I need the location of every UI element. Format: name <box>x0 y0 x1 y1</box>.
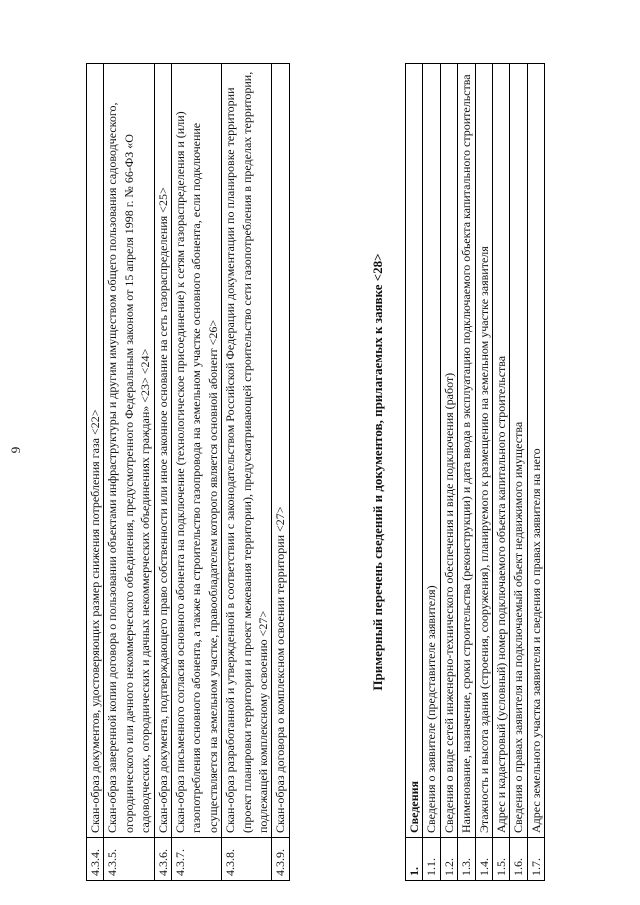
table-row <box>527 64 544 881</box>
table-row <box>510 64 527 881</box>
row-number: 4.3.9. <box>272 838 289 881</box>
table-row <box>87 64 104 881</box>
row-text: Наименование, назначение, сроки строительства (реконструкции) и дата ввода в эксплуатацию подключаемого объекта капитального строительства <box>458 64 475 838</box>
documents-table <box>86 63 290 881</box>
row-text: Этажность и высота здания (строения, сооружения), планируемого к размещению на земельном участке заявителя <box>475 64 492 838</box>
row-text: Скан-образ заверенной копии договора о пользовании объектами инфраструктуры и другим имуществом общего пользования садоводческого, огороднического или дачного некоммерческого объединения, предусмотренного Федеральным законом от 15 апреля 1998 г. № 66-ФЗ «О садоводческих, огороднических и дачных некоммерческих объединениях граждан» <23> <24> <box>104 64 154 838</box>
row-text: Скан-образ документов, удостоверяющих размер снижения потребления газа <22> <box>87 64 104 838</box>
table-row <box>104 64 154 881</box>
row-number: 4.3.8. <box>222 838 272 881</box>
row-number: 1.2. <box>440 838 457 881</box>
table-row <box>222 64 272 881</box>
table-row <box>172 64 222 881</box>
table-row <box>154 64 171 881</box>
row-text: Скан-образ разработанной и утвержденной в соответствии с законодательством Российской Федерации документации по планировке территории (проект планировки территории и проект межевания территории), предусматривающей строительство сети газопотребления в пределах территории, подлежащей комплексному освоению <27> <box>222 64 272 838</box>
row-number: 1.7. <box>527 838 544 881</box>
table-row <box>406 64 423 881</box>
row-text: Адрес земельного участка заявителя и сведения о правах заявителя на него <box>527 64 544 838</box>
row-number: 1. <box>406 838 423 881</box>
row-text: Скан-образ договора о комплексном освоении территории <27> <box>272 64 289 838</box>
row-text: Скан-образ письменного согласия основного абонента на подключение (технологическое присоединение) к сетям газораспределения и (или) газопотребления основного абонента, а также на строительство газопровода на земельном участке основного абонента, если подключение осуществляется на земельном участке, правообладателем которого является основной абонент <26> <box>172 64 222 838</box>
page-number: 9 <box>8 446 23 454</box>
table-row <box>423 64 440 881</box>
section-heading: Примерный перечень сведений и документов, прилагаемых к заявке <28> <box>370 253 385 691</box>
row-text: Скан-образ документа, подтверждающего право собственности или иное законное основание на сеть газораспределения <25> <box>154 64 171 838</box>
table-row <box>458 64 475 881</box>
row-number: 1.6. <box>510 838 527 881</box>
row-text: Сведения о правах заявителя на подключаемый объект недвижимого имущества <box>510 64 527 838</box>
row-text: Сведения о заявителе (представителе заявителя) <box>423 64 440 838</box>
row-text: Сведения о виде сетей инженерно-технического обеспечения и виде подключения (работ) <box>440 64 457 838</box>
row-number: 4.3.7. <box>172 838 222 881</box>
row-number: 1.4. <box>475 838 492 881</box>
row-text: Сведения <box>406 64 423 838</box>
table-row <box>440 64 457 881</box>
row-text: Адрес и кадастровый (условный) номер подключаемого объекта капитального строительства <box>493 64 510 838</box>
row-number: 1.1. <box>423 838 440 881</box>
row-number: 4.3.5. <box>104 838 154 881</box>
row-number: 4.3.4. <box>87 838 104 881</box>
row-number: 4.3.6. <box>154 838 171 881</box>
table-row <box>272 64 289 881</box>
row-number: 1.3. <box>458 838 475 881</box>
table-row <box>493 64 510 881</box>
information-table <box>405 63 545 881</box>
table-row <box>475 64 492 881</box>
row-number: 1.5. <box>493 838 510 881</box>
